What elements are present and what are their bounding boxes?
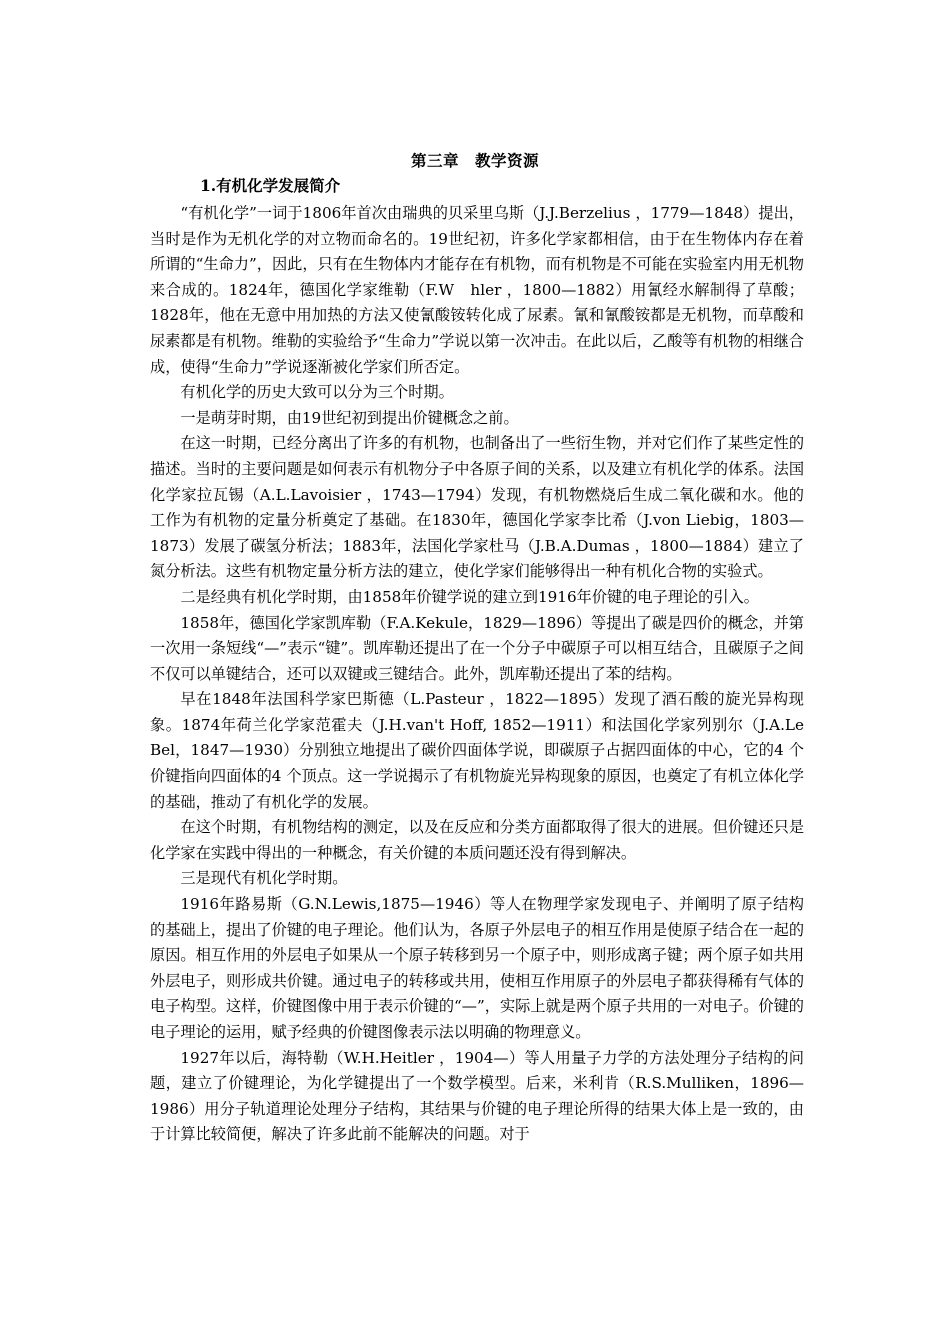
paragraph: 早在1848年法国科学家巴斯德（L.Pasteur ，1822—1895）发现了酒石酸的旋光异构现象。1874年荷兰化学家范霍夫（J.H.van't Hoff, 1852—1911）和法国化学家列别尔（J.A.Le Bel，1847—1930）分别独立地提出了碳价四面体学说，即碳原子占据四面体的中心，它的4 个价键指向四面体的4 个顶点。这一学说揭示了有机物旋光异构现象的原因，也奠定了有机立体化学的基础，推动了有机化学的发展。: [150, 690, 804, 811]
paragraph: 1927年以后，海特勒（W.H.Heitler ，1904—）等人用量子力学的方法处理分子结构的问题，建立了价键理论，为化学键提出了一个数学模型。后来，米利肯（R.S.Mulliken，1896—1986）用分子轨道理论处理分子结构，其结果与价键的电子理论所得的结果大体上是一致的，由于计算比较简便，解决了许多此前不能解决的问题。对于: [150, 1048, 804, 1144]
chapter-title: 第三章 教学资源: [410, 151, 539, 170]
section-heading: 1.有机化学发展简介: [200, 176, 341, 195]
paragraph: “有机化学”一词于1806年首次由瑞典的贝采里乌斯（J.J.Berzelius ，1779—1848）提出，当时是作为无机化学的对立物而命名的。19世纪初，许多化学家都相信，由于在生物体内存在着所谓的“生命力”，因此，只有在生物体内才能存在有机物，而有机物是不可能在实验室内用无机物来合成的。1824年，德国化学家维勒（F.W hler ，1800—1882）用氰经水解制得了草酸；1828年，他在无意中用加热的方法又使氰酸铵转化成了尿素。氰和氰酸铵都是无机物，而草酸和尿素都是有机物。维勒的实验给予“生命力”学说以第一次冲击。在此以后，乙酸等有机物的相继合成，使得“生命力”学说逐渐被化学家们所否定。: [150, 204, 804, 376]
paragraph: 二是经典有机化学时期，由1858年价键学说的建立到1916年价键的电子理论的引入。: [180, 587, 759, 606]
paragraph: 1916年路易斯（G.N.Lewis,1875—1946）等人在物理学家发现电子、并阐明了原子结构的基础上，提出了价键的电子理论。他们认为，各原子外层电子的相互作用是使原子结合在一起的原因。相互作用的外层电子如果从一个原子转移到另一个原子中，则形成离子键；两个原子如共用外层电子，则形成共价键。通过电子的转移或共用，使相互作用原子的外层电子都获得稀有气体的电子构型。这样，价键图像中用于表示价键的“—”，实际上就是两个原子共用的一对电子。价键的电子理论的运用，赋予经典的价键图像表示法以明确的物理意义。: [150, 895, 804, 1041]
paragraph: 三是现代有机化学时期。: [180, 869, 348, 888]
body-text: [150, 201, 804, 1148]
paragraph: 在这个时期，有机物结构的测定，以及在反应和分类方面都取得了很大的进展。但价键还只是化学家在实践中得出的一种概念，有关价键的本质问题还没有得到解决。: [150, 818, 804, 862]
paragraph: 一是萌芽时期，由19世纪初到提出价键概念之前。: [180, 408, 519, 427]
paragraph: 1858年，德国化学家凯库勒（F.A.Kekule，1829—1896）等提出了碳是四价的概念，并第一次用一条短线“—”表示“键”。凯库勒还提出了在一个分子中碳原子可以相互结合，且碳原子之间不仅可以单键结合，还可以双键或三键结合。此外，凯库勒还提出了苯的结构。: [150, 613, 804, 683]
paragraph: 在这一时期，已经分离出了许多的有机物，也制备出了一些衍生物，并对它们作了某些定性的描述。当时的主要问题是如何表示有机物分子中各原子间的关系，以及建立有机化学的体系。法国化学家拉瓦锡（A.L.Lavoisier ，1743—1794）发现，有机物燃烧后生成二氧化碳和水。他的工作为有机物的定量分析奠定了基础。在1830年，德国化学家李比希（J.von Liebig，1803—1873）发展了碳氢分析法；1883年，法国化学家杜马（J.B.A.Dumas ，1800—1884）建立了氮分析法。这些有机物定量分析方法的建立，使化学家们能够得出一种有机化合物的实验式。: [150, 434, 804, 581]
paragraph: 有机化学的历史大致可以分为三个时期。: [180, 383, 454, 402]
